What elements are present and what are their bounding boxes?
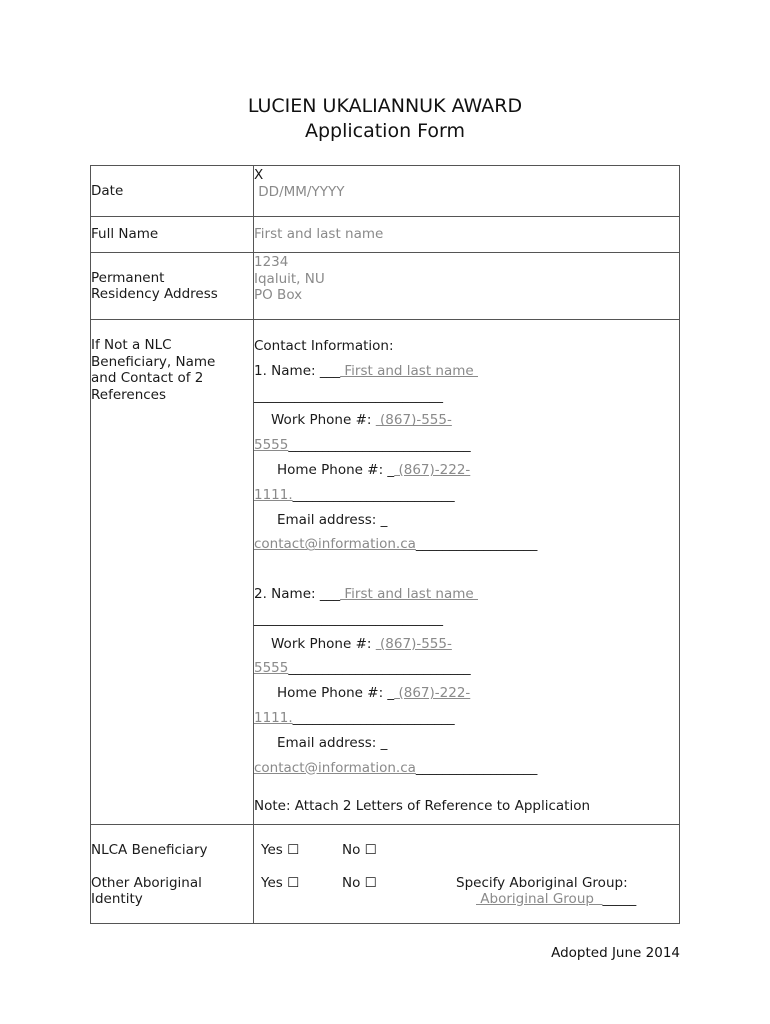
label-references-line4: References: [91, 386, 167, 403]
ref2-email-rule: __________________: [415, 759, 538, 776]
specify-group-label: Specify Aboriginal Group:: [456, 875, 628, 891]
ref2-name-value[interactable]: First and last name: [340, 585, 478, 602]
other-no[interactable]: [342, 875, 377, 892]
ref2-email-line2: [254, 756, 679, 781]
ref1-work-value-b[interactable]: 5555: [254, 437, 289, 454]
address-field[interactable]: [254, 253, 680, 320]
ref1-name-line: [254, 359, 679, 384]
title-award-name: LUCIEN UKALIANNUK AWARD: [247, 95, 523, 117]
other-yes[interactable]: [261, 875, 299, 892]
ref2-home-label: Home Phone #: _: [277, 685, 395, 702]
label-address-line1: Permanent: [91, 269, 165, 286]
form-title: [0, 94, 770, 144]
label-beneficiary-block: [91, 825, 254, 924]
label-date: [91, 166, 254, 217]
label-references-line3: and Contact of 2: [91, 370, 204, 386]
specify-group-rule: _____: [602, 891, 637, 907]
beneficiary-fields: [254, 825, 680, 924]
ref2-name-line: [254, 582, 679, 607]
ref1-name-prefix: 1. Name: ___: [254, 362, 341, 379]
label-date-text: Date: [91, 182, 124, 199]
nlca-no-checkbox[interactable]: No ☐: [342, 842, 377, 858]
label-other-line1: Other Aboriginal: [91, 874, 202, 891]
note-spacer: [254, 780, 679, 798]
ref1-email-rule: __________________: [415, 536, 538, 553]
nlca-yes[interactable]: [261, 842, 299, 859]
ref1-work-rule: ___________________________: [288, 437, 471, 454]
reference-1: [254, 359, 679, 557]
specify-group-field[interactable]: [476, 891, 636, 908]
application-table: [90, 165, 680, 924]
ref1-email-line2: [254, 532, 679, 557]
title-application-form: Application Form: [304, 120, 466, 142]
ref2-work-line2: [254, 656, 679, 681]
ref1-home-value-a[interactable]: (867)-222-: [394, 461, 471, 478]
reference-2: [254, 582, 679, 780]
ref1-home-line2: [254, 483, 679, 508]
ref1-name-rule: ____________________________: [254, 387, 443, 404]
ref1-email-line: Email address: _: [277, 511, 388, 528]
reference-note: Note: Attach 2 Letters of Reference to Application: [254, 798, 591, 815]
ref1-work-line: [254, 408, 679, 433]
label-references-line1: If Not a NLC: [91, 337, 172, 353]
label-full-name-text: Full Name: [91, 226, 159, 243]
ref2-work-value-b[interactable]: 5555: [254, 660, 289, 677]
ref2-email-line: Email address: _: [277, 734, 388, 751]
address-line3: PO Box: [254, 287, 303, 303]
reference-spacer: [254, 557, 679, 582]
nlca-yes-checkbox[interactable]: Yes ☐: [261, 842, 300, 858]
ref1-home-label: Home Phone #: _: [277, 461, 395, 478]
label-address: [91, 253, 254, 320]
row-full-name: [91, 217, 680, 253]
label-references-line2: Beneficiary, Name: [91, 353, 216, 370]
ref1-work-value-a[interactable]: (867)-555-: [375, 412, 452, 429]
ref2-work-line: [254, 632, 679, 657]
label-address-line2: Residency Address: [91, 286, 218, 302]
ref2-work-label: Work Phone #:: [271, 635, 376, 652]
label-references: [91, 320, 254, 825]
adopted-date: Adopted June 2014: [551, 945, 680, 961]
label-spacer: [91, 859, 253, 875]
ref1-home-line: [254, 458, 679, 483]
row-references: [91, 320, 680, 825]
date-field[interactable]: [254, 166, 680, 217]
references-field[interactable]: [254, 320, 680, 825]
ref2-home-line2: [254, 706, 679, 731]
address-line1: 1234: [254, 254, 289, 270]
contact-info-heading: Contact Information:: [254, 338, 394, 354]
ref2-home-value-a[interactable]: (867)-222-: [394, 685, 471, 702]
label-full-name: [91, 217, 254, 253]
row-address: [91, 253, 680, 320]
ref2-name-prefix: 2. Name: ___: [254, 585, 341, 602]
specify-group-value[interactable]: Aboriginal Group: [476, 891, 603, 907]
ref2-name-rule: ____________________________: [254, 610, 443, 627]
ref2-work-value-a[interactable]: (867)-555-: [375, 635, 452, 652]
ref1-home-value-b[interactable]: 1111.: [254, 486, 293, 503]
date-placeholder: DD/MM/YYYY: [254, 183, 345, 200]
nlca-no[interactable]: [342, 842, 377, 859]
ref1-email-value[interactable]: contact@information.ca: [254, 536, 416, 553]
ref1-name-value[interactable]: First and last name: [340, 362, 478, 379]
ref2-home-line: [254, 681, 679, 706]
address-line2: Iqaluit, NU: [254, 270, 325, 287]
other-no-checkbox[interactable]: No ☐: [342, 875, 377, 891]
label-other-line2: Identity: [91, 891, 143, 907]
full-name-placeholder: First and last name: [254, 226, 384, 243]
ref2-email-value[interactable]: contact@information.ca: [254, 759, 416, 776]
other-yes-checkbox[interactable]: Yes ☐: [261, 875, 300, 891]
full-name-field[interactable]: [254, 217, 680, 253]
ref2-home-value-b[interactable]: 1111.: [254, 709, 293, 726]
ref1-work-label: Work Phone #:: [271, 412, 376, 429]
row-beneficiary: [91, 825, 680, 924]
ref1-work-line2: [254, 433, 679, 458]
label-nlca: NLCA Beneficiary: [91, 842, 208, 858]
date-mark: X: [254, 167, 264, 183]
ref1-home-rule: ________________________: [292, 486, 455, 503]
ref2-home-rule: ________________________: [292, 709, 455, 726]
ref2-work-rule: ___________________________: [288, 660, 471, 677]
row-date: [91, 166, 680, 217]
